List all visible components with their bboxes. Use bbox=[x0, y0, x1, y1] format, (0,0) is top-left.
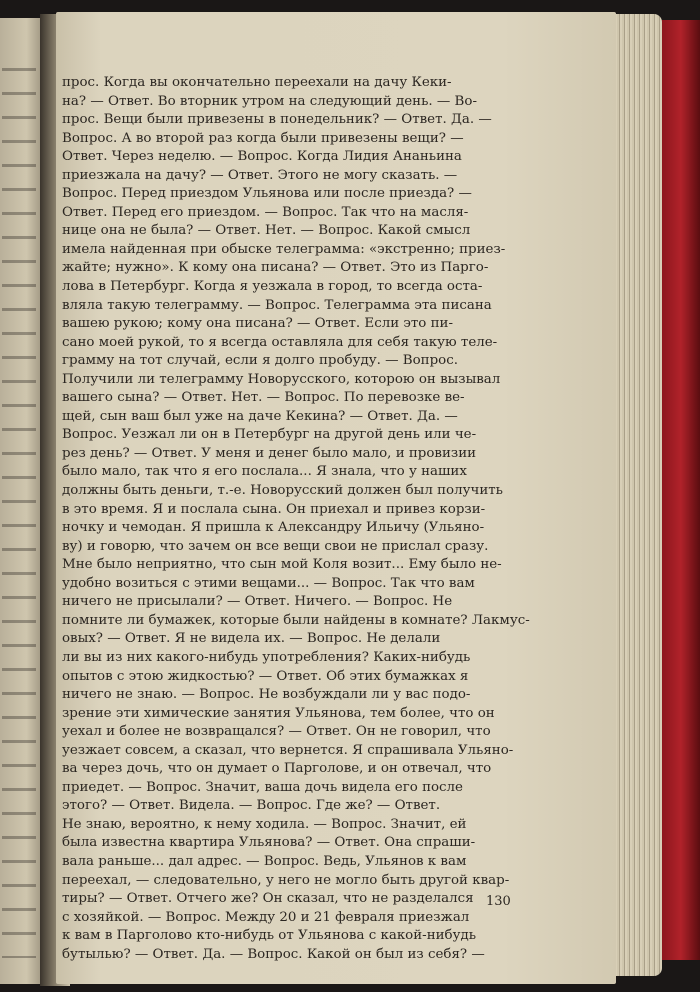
text-line: уезжает совсем, а сказал, что вернется. Я спрашивала Ульяно- bbox=[62, 742, 514, 758]
text-line: вашего сына? — Ответ. Нет. — Вопрос. По перевозке ве- bbox=[62, 390, 465, 406]
text-line: щей, сын ваш был уже на даче Кекина? — Ответ. Да. — bbox=[62, 408, 458, 424]
text-line: Ответ. Через неделю. — Вопрос. Когда Лидия Ананьина bbox=[62, 149, 462, 165]
page-body-text bbox=[62, 74, 534, 964]
text-line: приедет. — Вопрос. Значит, ваша дочь видела его после bbox=[62, 779, 463, 795]
text-line: этого? — Ответ. Видела. — Вопрос. Где же? — Ответ. bbox=[62, 798, 441, 814]
text-line: на? — Ответ. Во вторник утром на следующий день. — Во- bbox=[62, 93, 477, 109]
text-line: должны быть деньги, т.-е. Новорусский должен был получить bbox=[62, 483, 503, 499]
text-line: к вам в Парголово кто-нибудь от Ульянова с какой-нибудь bbox=[62, 928, 477, 944]
text-line: вала раньше... дал адрес. — Вопрос. Ведь, Ульянов к вам bbox=[62, 853, 467, 869]
text-line: тиры? — Ответ. Отчего же? Он сказал, что не разделался bbox=[62, 891, 474, 907]
text-line: Ответ. Перед его приездом. — Вопрос. Так что на масля- bbox=[62, 204, 469, 220]
text-line: грамму на тот случай, если я долго пробуду. — Вопрос. bbox=[62, 353, 458, 369]
page-number: 130 bbox=[486, 894, 511, 909]
page-stack-edges bbox=[612, 14, 662, 976]
text-line: удобно возиться с этими вещами... — Вопрос. Так что вам bbox=[62, 575, 475, 591]
text-line: ва через дочь, что он думает о Парголове, и он отвечал, что bbox=[62, 761, 492, 777]
text-line: вляла такую телеграмму. — Вопрос. Телеграмма эта писана bbox=[62, 297, 492, 313]
text-line: ву) и говорю, что зачем он все вещи свои не прислал сразу. bbox=[62, 538, 489, 554]
text-line: ночку и чемодан. Я пришла к Александру Ильичу (Ульяно- bbox=[62, 520, 485, 536]
text-line: ничего не присылали? — Ответ. Ничего. — Вопрос. Не bbox=[62, 594, 453, 610]
text-line: была известна квартира Ульянова? — Ответ. Она спраши- bbox=[62, 835, 476, 851]
text-line: жайте; нужно». К кому она писана? — Ответ. Это из Парго- bbox=[62, 260, 489, 276]
left-page-text-fragment bbox=[2, 58, 36, 958]
text-line: рез день? — Ответ. У меня и денег было мало, и провизии bbox=[62, 445, 477, 461]
text-line: лова в Петербург. Когда я уезжала в город, то всегда оста- bbox=[62, 279, 483, 295]
text-line: прос. Вещи были привезены в понедельник? — Ответ. Да. — bbox=[62, 112, 492, 128]
text-line: Вопрос. А во второй раз когда были привезены вещи? — bbox=[62, 130, 464, 146]
text-line: уехал и более не возвращался? — Ответ. Он не говорил, что bbox=[62, 724, 491, 740]
text-line: Мне было неприятно, что сын мой Коля возит... Ему было не- bbox=[62, 557, 502, 573]
text-line: ничего не знаю. — Вопрос. Не возбуждали ли у вас подо- bbox=[62, 687, 471, 703]
text-line: нице она не была? — Ответ. Нет. — Вопрос. Какой смысл bbox=[62, 223, 471, 239]
text-line: прос. Когда вы окончательно переехали на дачу Кеки- bbox=[62, 75, 452, 90]
text-line: с хозяйкой. — Вопрос. Между 20 и 21 февраля приезжал bbox=[62, 909, 470, 925]
text-line: Вопрос. Перед приездом Ульянова или после приезда? — bbox=[62, 186, 472, 202]
text-line: зрение эти химические занятия Ульянова, тем более, что он bbox=[62, 705, 495, 721]
text-line: овых? — Ответ. Я не видела их. — Вопрос. Не делали bbox=[62, 631, 441, 647]
text-line: приезжала на дачу? — Ответ. Этого не могу сказать. — bbox=[62, 167, 458, 183]
text-line: Вопрос. Уезжал ли он в Петербург на другой день или че- bbox=[62, 427, 477, 443]
text-line: ли вы из них какого-нибудь употребления? Каких-нибудь bbox=[62, 649, 471, 665]
text-line: сано моей рукой, то я всегда оставляла для себя такую теле- bbox=[62, 334, 498, 350]
text-line: вашею рукою; кому она писана? — Ответ. Если это пи- bbox=[62, 316, 453, 332]
text-line: имела найденная при обыске телеграмма: «экстренно; приез- bbox=[62, 241, 506, 257]
text-line: в это время. Я и послала сына. Он приехал и привез корзи- bbox=[62, 501, 486, 517]
text-line: было мало, так что я его послала... Я знала, что у наших bbox=[62, 464, 467, 480]
text-line: Не знаю, вероятно, к нему ходила. — Вопрос. Значит, ей bbox=[62, 816, 467, 832]
text-line: помните ли бумажек, которые были найдены в комнате? Лакмус- bbox=[62, 612, 530, 628]
text-line: переехал, — следовательно, у него не могло быть другой квар- bbox=[62, 872, 510, 888]
text-line: бутылью? — Ответ. Да. — Вопрос. Какой он был из себя? — bbox=[62, 946, 485, 962]
text-line: Получили ли телеграмму Новорусского, которою он вызывал bbox=[62, 371, 501, 387]
text-line: опытов с этою жидкостью? — Ответ. Об этих бумажках я bbox=[62, 668, 469, 684]
